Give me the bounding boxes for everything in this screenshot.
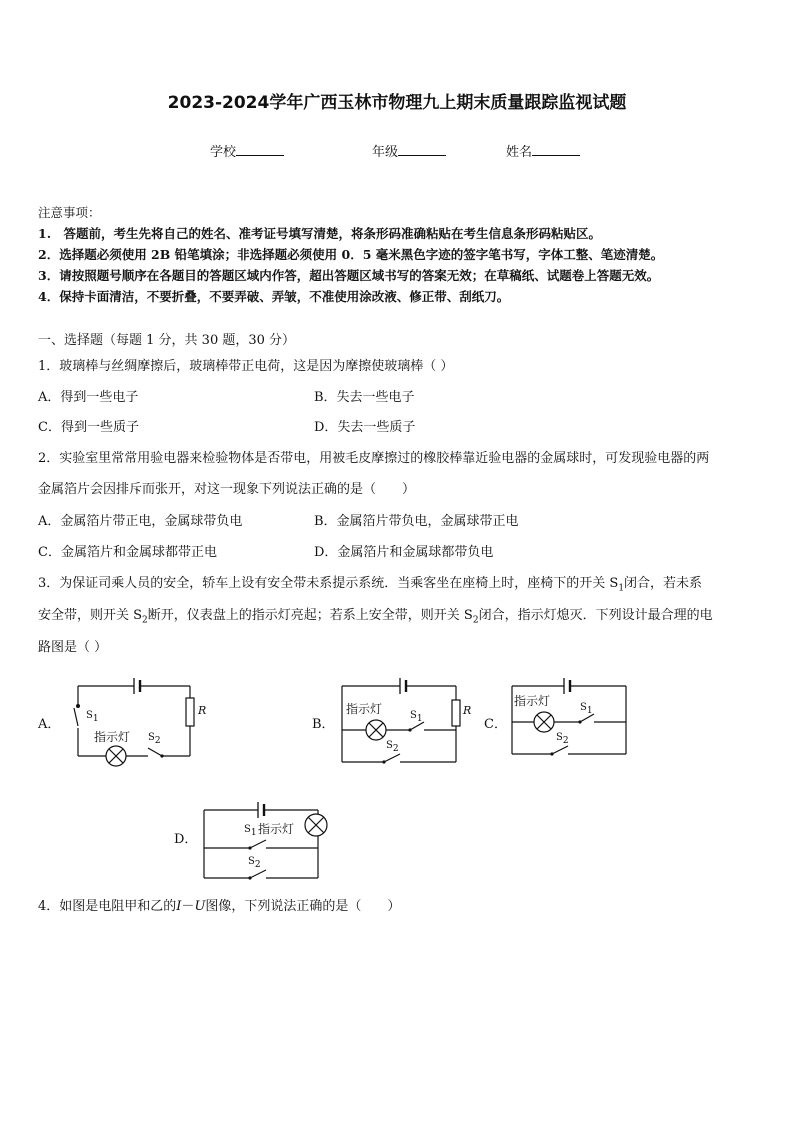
notice-item: 1. 答题前，考生先将自己的姓名、准考证号填写清楚，将条形码准确粘贴在考生信息条形码粘贴区。 [38, 226, 602, 241]
name-label: 姓名 [506, 145, 533, 160]
circuit-a[interactable] [38, 668, 218, 776]
q2-stem-line2: 金属箔片会因排斥而张开，对这一现象下列说法正确的是（ ） [38, 482, 416, 497]
circuit-c[interactable] [484, 670, 634, 778]
q1-option-b[interactable]: B．失去一些电子 [314, 390, 415, 405]
circuit-d-diagram [174, 792, 334, 888]
q1-option-c[interactable]: C．得到一些质子 [38, 420, 139, 435]
name-blank[interactable] [532, 143, 580, 156]
switch-s1-label: $S_1$ [580, 702, 593, 716]
q1-option-a[interactable]: A．得到一些电子 [38, 390, 139, 405]
circuit-c-label: C． [484, 717, 507, 732]
switch-s2-label: $S_2$ [148, 732, 161, 746]
switch-s1-label: $S_1$ [244, 824, 257, 838]
notice-item: 3．请按照题号顺序在各题目的答题区域内作答，超出答题区域书写的答案无效；在草稿纸、试题卷上答题无效。 [38, 268, 660, 283]
section-heading: 一、选择题（每题 1 分，共 30 题，30 分） [38, 333, 296, 348]
q2-option-c[interactable]: C．金属箔片和金属球都带正电 [38, 545, 217, 560]
switch-s2-label: $S_2$ [386, 740, 399, 754]
notice-item: 4．保持卡面清洁，不要折叠，不要弄破、弄皱，不准使用涂改液、修正带、刮纸刀。 [38, 289, 510, 304]
q3-stem-line2: 安全带，则开关 $S_2$断开，仪表盘上的指示灯亮起；若系上安全带，则开关 $S_2$闭合，指示灯熄灭．下列设计最合理的电 [38, 608, 713, 626]
school-field [210, 141, 284, 160]
lamp-label: 指示灯 [258, 822, 295, 836]
q1-option-d[interactable]: D．失去一些质子 [314, 420, 416, 435]
lamp-label: 指示灯 [514, 694, 551, 708]
circuit-d[interactable] [174, 792, 334, 892]
school-label: 学校 [210, 145, 237, 160]
switch-s1-label: $S_1$ [410, 710, 423, 724]
grade-label: 年级 [372, 145, 399, 160]
circuit-d-label: D． [174, 832, 198, 847]
q2-option-d[interactable]: D．金属箔片和金属球都带负电 [314, 545, 494, 560]
switch-s2-label: $S_2$ [248, 856, 261, 870]
q4-stem: 4．如图是电阻甲和乙的I－U图像，下列说法正确的是（ ） [38, 899, 401, 914]
circuit-a-label: A． [38, 717, 61, 732]
page-title: 2023-2024学年广西玉林市物理九上期末质量跟踪监视试题 [167, 93, 627, 113]
grade-blank[interactable] [398, 143, 446, 156]
q3-stem-line3: 路图是（ ） [38, 640, 108, 655]
name-field [506, 141, 580, 160]
q2-stem-line1: 2．实验室里常常用验电器来检验物体是否带电，用被毛皮摩擦过的橡胶棒靠近验电器的金属球时，可发现验电器的两 [38, 451, 710, 466]
resistor-label: R [463, 704, 472, 717]
q3-stem-line1: 3．为保证司乘人员的安全，轿车上设有安全带未系提示系统．当乘客坐在座椅上时，座椅下的开关 $S_1$闭合，若未系 [38, 576, 703, 594]
grade-field [372, 141, 446, 160]
circuit-a-diagram [38, 668, 218, 772]
q1-stem: 1．玻璃棒与丝绸摩擦后，玻璃棒带正电荷，这是因为摩擦使玻璃棒（ ） [38, 359, 454, 374]
circuit-b-diagram [312, 670, 472, 774]
circuit-b[interactable] [312, 670, 472, 778]
circuit-b-label: B． [312, 717, 335, 732]
switch-s2-label: $S_2$ [556, 732, 569, 746]
switch-s1-label: $S_1$ [86, 710, 99, 724]
lamp-label: 指示灯 [346, 702, 383, 716]
lamp-label: 指示灯 [94, 730, 131, 744]
notice-heading: 注意事项： [38, 205, 101, 220]
resistor-label: R [198, 704, 207, 717]
q2-option-b[interactable]: B．金属箔片带负电，金属球带正电 [314, 514, 519, 529]
school-blank[interactable] [236, 143, 284, 156]
notice-item: 2．选择题必须使用 2B 铅笔填涂；非选择题必须使用 0．5 毫米黑色字迹的签字笔书写，字体工整、笔迹清楚。 [38, 247, 664, 262]
q2-option-a[interactable]: A．金属箔片带正电，金属球带负电 [38, 514, 243, 529]
